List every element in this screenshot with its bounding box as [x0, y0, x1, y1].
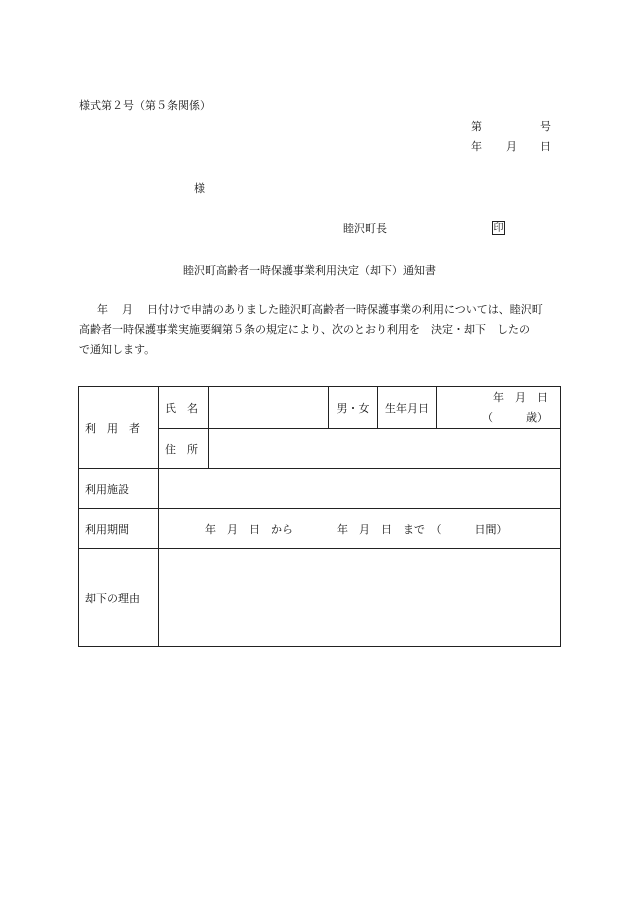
dob-date: 年 月 日 [493, 390, 548, 404]
body-paragraph [79, 300, 563, 360]
dob-value[interactable] [437, 387, 561, 429]
document-title: 睦沢町高齢者一時保護事業利用決定（却下）通知書 [183, 264, 436, 277]
form-number: 様式第２号（第５条関係） [79, 99, 211, 112]
application-table [78, 386, 561, 647]
name-value[interactable] [209, 387, 329, 429]
body-line-2: 高齢者一時保護事業実施要綱第５条の規定により、次のとおり利用を 決定・却下 したの [79, 323, 530, 336]
user-label: 利 用 者 [79, 387, 159, 469]
body-line-1: 年 月 日付けで申請のありました睦沢町高齢者一時保護事業の利用については、睦沢町 [97, 303, 543, 316]
seal-stamp: 印 [493, 223, 504, 234]
period-label: 利用期間 [79, 509, 159, 549]
reason-value[interactable] [159, 549, 561, 647]
dob-label: 生年月日 [378, 387, 437, 429]
address-label: 住 所 [159, 429, 209, 469]
number-go: 号 [540, 120, 551, 133]
addressee-sama: 様 [194, 182, 205, 195]
facility-label: 利用施設 [79, 469, 159, 509]
date-month: 月 [506, 140, 517, 153]
date-year: 年 [471, 140, 482, 153]
body-line-3: で通知します。 [79, 343, 156, 356]
address-value[interactable] [209, 429, 561, 469]
date-day: 日 [540, 140, 551, 153]
reason-label: 却下の理由 [79, 549, 159, 647]
issuer-mayor: 睦沢町長 [343, 222, 387, 235]
gender-select[interactable]: 男・女 [329, 387, 378, 429]
number-dai: 第 [471, 120, 482, 133]
name-label: 氏 名 [159, 387, 209, 429]
period-value[interactable]: 年 月 日 から 年 月 日 まで （ 日間） [159, 509, 561, 549]
dob-age: （ 歳） [482, 410, 548, 424]
facility-value[interactable] [159, 469, 561, 509]
